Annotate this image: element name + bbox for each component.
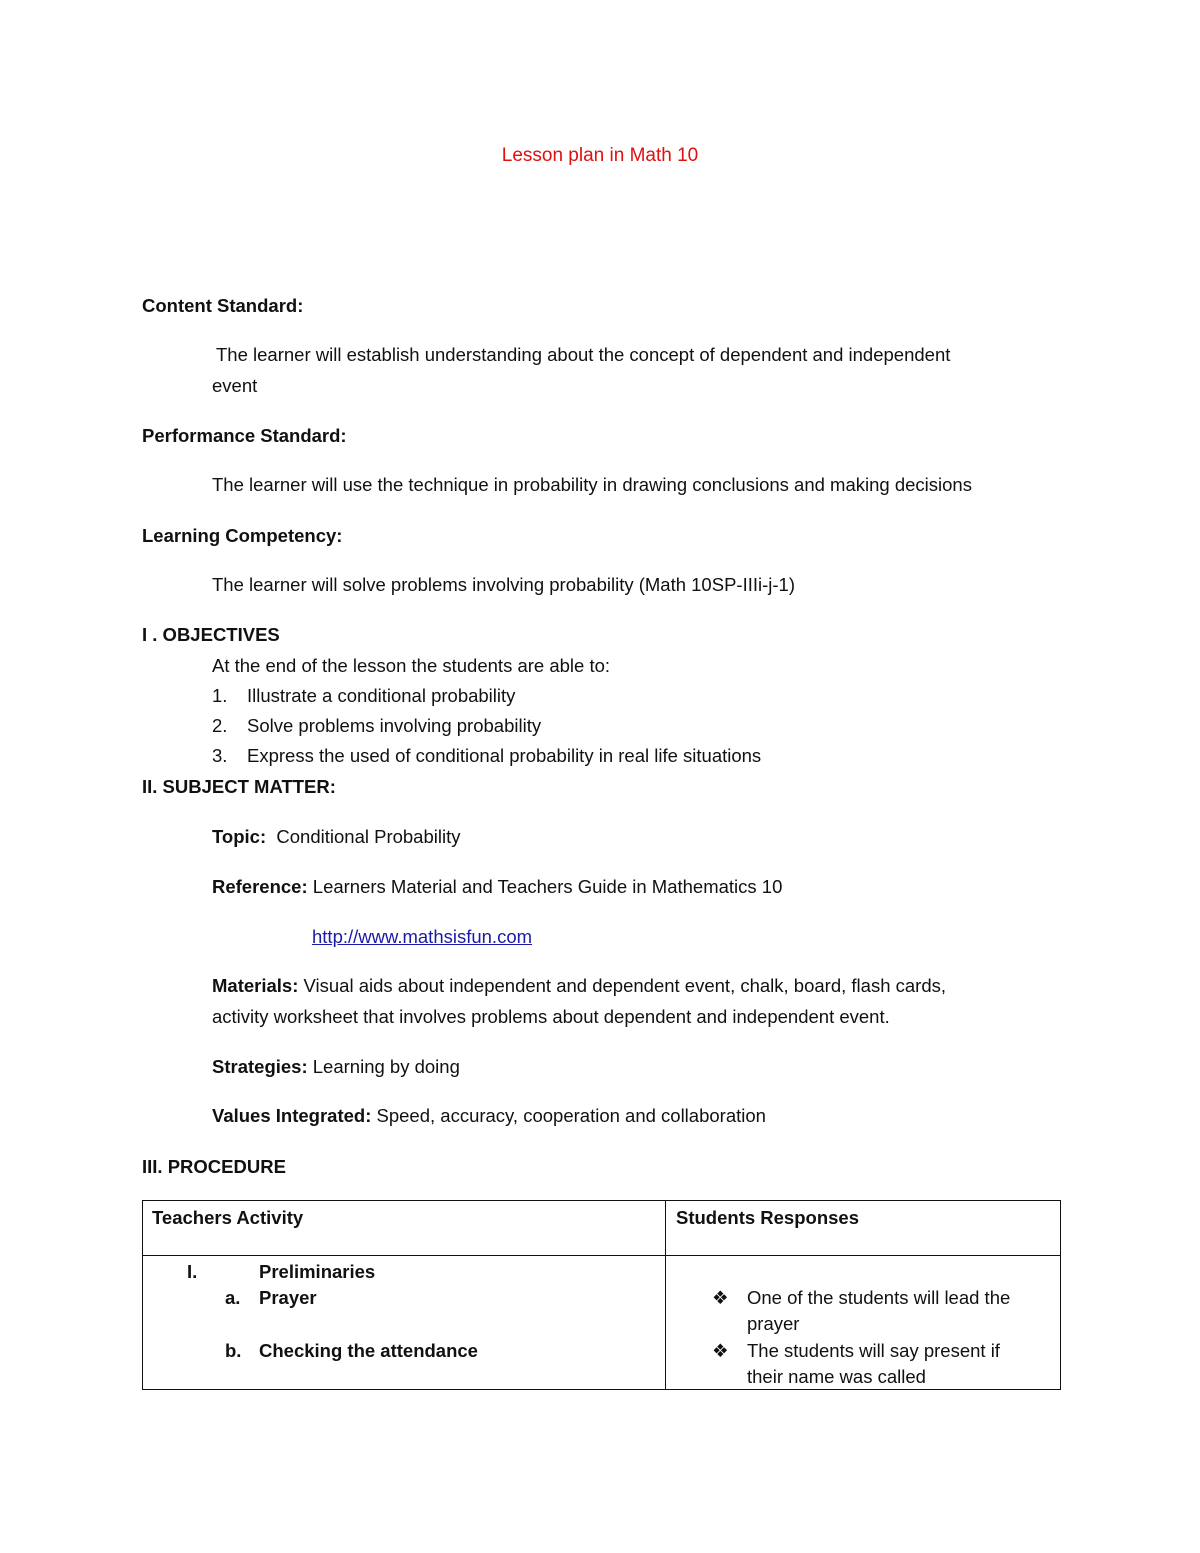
bullet-diamond-icon: ❖: [712, 1340, 729, 1361]
table-header-row: [143, 1201, 1061, 1256]
students-responses-header: Students Responses: [676, 1207, 859, 1228]
teachers-activity-header: Teachers Activity: [152, 1207, 304, 1228]
performance-standard-heading: Performance Standard:: [142, 425, 347, 446]
response-attendance-cont: their name was called: [747, 1366, 926, 1387]
topic-value: Conditional Probability: [276, 826, 461, 847]
objective-number: 2.: [212, 715, 228, 736]
bullet-diamond-icon: ❖: [712, 1287, 729, 1308]
topic-line: [212, 826, 461, 848]
procedure-table: [142, 1200, 1061, 1390]
materials-value: Visual aids about independent and dependent event, chalk, board, flash cards,: [303, 975, 947, 996]
objectives-intro: At the end of the lesson the students are able to:: [212, 655, 611, 676]
content-standard-text: The learner will establish understanding about the concept of dependent and independent: [216, 344, 951, 365]
reference-label: Reference:: [212, 876, 308, 897]
content-standard-heading: Content Standard:: [142, 295, 304, 316]
learning-competency-heading: Learning Competency:: [142, 525, 343, 546]
page-title: Lesson plan in Math 10: [501, 145, 699, 166]
table-header-cell: [666, 1201, 1061, 1256]
response-prayer-cont: prayer: [747, 1313, 800, 1334]
content-standard-text-cont: event: [212, 375, 258, 396]
table-row: [143, 1256, 1061, 1390]
objective-number: 1.: [212, 685, 228, 706]
learning-competency-text: The learner will solve problems involving probability (Math 10SP-IIIi-j-1): [212, 574, 795, 595]
item-a-letter: a.: [225, 1287, 241, 1308]
response-attendance: The students will say present if: [747, 1340, 1000, 1361]
reference-line: [212, 876, 782, 898]
topic-label: Topic:: [212, 826, 267, 847]
procedure-heading: III. PROCEDURE: [142, 1156, 286, 1177]
materials-line: [212, 975, 946, 997]
materials-value-cont: activity worksheet that involves problems about dependent and independent event.: [212, 1006, 890, 1027]
reference-link[interactable]: http://www.mathsisfun.com: [312, 926, 533, 947]
teachers-activity-cell: [143, 1256, 666, 1390]
strategies-line: [212, 1056, 460, 1078]
strategies-value: Learning by doing: [312, 1056, 460, 1077]
materials-label: Materials:: [212, 975, 299, 996]
objective-item: [212, 715, 541, 737]
objective-item: [212, 685, 515, 707]
strategies-label: Strategies:: [212, 1056, 308, 1077]
prayer-label: Prayer: [259, 1287, 317, 1308]
objective-text: Solve problems involving probability: [247, 715, 542, 736]
performance-standard-text: The learner will use the technique in probability in drawing conclusions and making decisions: [212, 474, 972, 495]
objectives-heading: I . OBJECTIVES: [142, 624, 280, 645]
objective-item: [212, 745, 761, 767]
values-line: [212, 1105, 766, 1127]
values-value: Speed, accuracy, cooperation and collaboration: [376, 1105, 766, 1126]
objective-text: Illustrate a conditional probability: [247, 685, 516, 706]
item-b-letter: b.: [225, 1340, 242, 1361]
table-header-cell: [143, 1201, 666, 1256]
preliminaries-label: Preliminaries: [259, 1261, 376, 1282]
objective-number: 3.: [212, 745, 228, 766]
objective-text: Express the used of conditional probability in real life situations: [247, 745, 762, 766]
preliminaries-number: I.: [187, 1261, 198, 1282]
response-prayer: One of the students will lead the: [747, 1287, 1011, 1308]
subject-matter-heading: II. SUBJECT MATTER:: [142, 776, 336, 797]
reference-value: Learners Material and Teachers Guide in Mathematics 10: [312, 876, 783, 897]
values-label: Values Integrated:: [212, 1105, 372, 1126]
attendance-label: Checking the attendance: [259, 1340, 478, 1361]
students-responses-cell: [666, 1256, 1061, 1390]
